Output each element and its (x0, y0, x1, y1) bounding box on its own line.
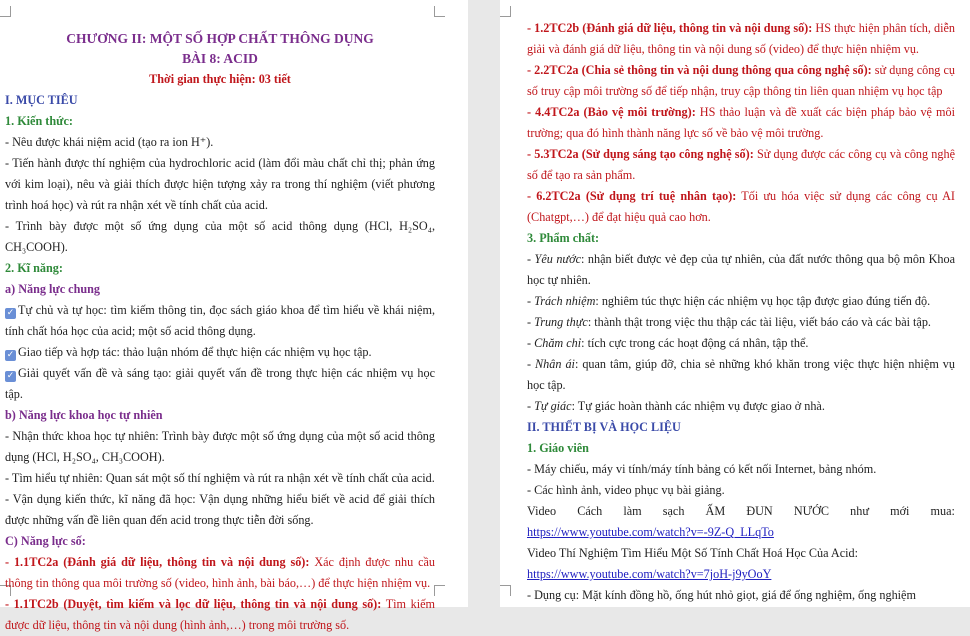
quality-text: : quan tâm, giúp đỡ, chia sẻ những khó khăn trong việc thực hiện nhiệm vụ học tập. (527, 357, 955, 392)
quality-text: : nghiêm túc thực hiện các nhiệm vụ học tập được giao đúng tiến độ. (595, 294, 931, 308)
equipment-item: - Các hình ảnh, video phục vụ bài giảng. (527, 483, 725, 497)
heading-general-competence: a) Năng lực chung (5, 282, 101, 296)
competence-code: - 6.2TC2a (Sử dụng trí tuệ nhân tạo): (527, 189, 737, 203)
competence-text: HS thực hiện phân tích, diễn giải và đánh giá dữ liệu, thông tin và nội dung số (video) để thực hiện nhiệm vụ. (527, 21, 955, 56)
heading-qualities: 3. Phẩm chất: (527, 231, 600, 245)
lesson-title: BÀI 8: ACID (182, 51, 258, 66)
right-page-content (527, 18, 955, 606)
quality-name: - Trung thực (527, 315, 588, 329)
document-page-left (0, 0, 468, 632)
science-competence-item: - Tìm hiểu tự nhiên: Quan sát một số thí nghiệm và rút ra nhận xét về tính chất của acid. (5, 471, 435, 485)
document-page-right (500, 0, 970, 607)
digital-competence-item (527, 102, 955, 144)
competence-code: - 5.3TC2a (Sử dụng sáng tạo công nghệ số): (527, 147, 754, 161)
science-competence-item: - Nhận thức khoa học tự nhiên: Trình bày được một số ứng dụng của một số acid thông dụng (HCl, H₂SO₄, CH₃COOH). (5, 429, 435, 464)
quality-name: - Tự giác (527, 399, 572, 413)
video-title-word: NƯỚC (793, 504, 830, 518)
video-link-line (527, 522, 955, 543)
digital-competence-item (527, 186, 955, 228)
quality-name: - Yêu nước (527, 252, 581, 266)
general-competence-item (5, 363, 435, 405)
equipment-item: - Máy chiếu, máy vi tính/máy tính bảng có kết nối Internet, bảng nhóm. (527, 462, 877, 476)
video-title-word: sạch (662, 504, 685, 518)
quality-item (527, 291, 955, 312)
general-competence-item (5, 342, 435, 363)
video-title-word: như (850, 504, 869, 518)
general-competence-item (5, 300, 435, 342)
quality-name: - Trách nhiệm (527, 294, 596, 308)
duration-text: Thời gian thực hiện: 03 tiết (149, 72, 291, 86)
crop-mark (0, 6, 11, 17)
quality-item (527, 312, 955, 333)
video-link-line (527, 564, 955, 585)
heading-science-competence: b) Năng lực khoa học tự nhiên (5, 408, 163, 422)
competence-text: Sử dụng được các công cụ và công nghệ số để tạo ra sản phẩm. (527, 147, 955, 182)
competence-text: HS thảo luận và đề xuất các biện pháp bảo vệ môi trường; qua đó hình thành năng lực số về bảo vệ môi trường. (527, 105, 955, 140)
knowledge-item: - Nêu được khái niệm acid (tạo ra ion H⁺). (5, 135, 214, 149)
quality-item (527, 396, 955, 417)
general-competence-text: Giao tiếp và hợp tác: thảo luận nhóm để thực hiện các nhiệm vụ học tập. (18, 345, 372, 359)
quality-item (527, 354, 955, 396)
quality-item (527, 333, 955, 354)
competence-text: Xác định được nhu cầu thông tin thông qua môi trường số (video, hình ảnh, bài báo,…) để thực hiện nhiệm vụ. (5, 555, 435, 590)
competence-code: - 1.2TC2b (Đánh giá dữ liệu, thông tin và nội dung số): (527, 21, 813, 35)
competence-code: - 1.1TC2b (Duyệt, tìm kiếm và lọc dữ liệu, thông tin và nội dung số): (5, 597, 382, 611)
crop-mark (434, 6, 445, 17)
digital-competence-item (5, 552, 435, 594)
video-title-word: Video (527, 504, 557, 518)
video-link[interactable]: https://www.youtube.com/watch?v=-9Z-Q_LLqTo (527, 525, 774, 539)
video-title-word: Cách (577, 504, 603, 518)
chapter-title: CHƯƠNG II: MỘT SỐ HỢP CHẤT THÔNG DỤNG (66, 31, 374, 46)
checkbox-icon: ✓ (6, 371, 15, 381)
equipment-item: - Dụng cụ: Mặt kính đồng hồ, ống hút nhỏ giọt, giá để ống nghiệm, ống nghiệm (527, 588, 916, 602)
heading-skills: 2. Kĩ năng: (5, 261, 63, 275)
video-title-word: ẤM (705, 504, 726, 518)
heading-digital-competence: C) Năng lực số: (5, 534, 86, 548)
knowledge-item: - Tiến hành được thí nghiệm của hydrochloric acid (làm đổi màu chất chỉ thị; phản ứng với kim loại), nêu và giải thích được hiện tượng xảy ra trong thí nghiệm (viết phương trình hoá học) và rút ra nhận xét về tính chất của acid. (5, 156, 435, 212)
quality-item (527, 249, 955, 291)
quality-text: : tích cực trong các hoạt động cá nhân, tập thể. (581, 336, 809, 350)
general-competence-text: Tự chủ và tự học: tìm kiếm thông tin, đọc sách giáo khoa để tìm hiểu về khái niệm, tính chất hóa học của acid; một số acid thông dụng. (5, 303, 435, 338)
video-title-word: mua: (930, 504, 955, 518)
competence-text: Tối ưu hóa việc sử dụng các công cụ AI (Chatgpt,…) để đạt hiệu quả cao hơn. (527, 189, 955, 224)
digital-competence-item (527, 144, 955, 186)
knowledge-item: - Trình bày được một số ứng dụng của một số acid thông dụng (HCl, H₂SO₄, CH₃COOH). (5, 219, 435, 254)
heading-teacher: 1. Giáo viên (527, 441, 589, 455)
competence-code: - 2.2TC2a (Chia sẻ thông tin và nội dung thông qua công nghệ số): (527, 63, 872, 77)
general-competence-text: Giải quyết vấn đề và sáng tạo: giải quyết vấn đề trong thực hiện các nhiệm vụ học tập. (5, 366, 435, 401)
video-title-word: ĐUN (746, 504, 773, 518)
quality-name: - Chăm chỉ (527, 336, 582, 350)
quality-name: - Nhân ái (527, 357, 575, 371)
competence-text: Tìm kiếm được dữ liệu, thông tin và nội dung (hình ảnh,…) trong môi trường số. (5, 597, 435, 632)
science-competence-item: - Vận dụng kiến thức, kĩ năng đã học: Vận dụng những hiểu biết về acid để giải thích được những vấn đề liên quan đến acid trong thực tiễn đời sống. (5, 492, 435, 527)
quality-text: : thành thật trong việc thu thập các tài liệu, viết báo cáo và các bài tập. (587, 315, 931, 329)
section-heading-equipment: II. THIẾT BỊ VÀ HỌC LIỆU (527, 420, 681, 434)
video-title: Video Thí Nghiệm Tìm Hiểu Một Số Tính Chất Hoá Học Của Acid: (527, 546, 859, 560)
section-heading-objectives: I. MỤC TIÊU (5, 93, 78, 107)
competence-code: - 4.4TC2a (Bảo vệ môi trường): (527, 105, 696, 119)
video-title-word: làm (623, 504, 642, 518)
crop-mark (434, 585, 445, 596)
video-title-word: mới (890, 504, 910, 518)
quality-text: : nhận biết được vẻ đẹp của tự nhiên, của đất nước thông qua bộ môn Khoa học tự nhiên. (527, 252, 955, 287)
heading-knowledge: 1. Kiến thức: (5, 114, 73, 128)
checkbox-icon: ✓ (6, 350, 15, 360)
digital-competence-item (5, 594, 435, 636)
video-link[interactable]: https://www.youtube.com/watch?v=7joH-j9yOoY (527, 567, 772, 581)
competence-code: - 1.1TC2a (Đánh giá dữ liệu, thông tin và nội dung số): (5, 555, 310, 569)
left-page-content (5, 28, 435, 636)
crop-mark (500, 585, 511, 596)
competence-text: sử dụng công cụ số truy cập môi trường số để tiếp nhận, truy cập thông tin liên quan nhiệm vụ học tập (527, 63, 955, 98)
digital-competence-item (527, 60, 955, 102)
crop-mark (500, 6, 511, 17)
video-title-row (527, 501, 955, 522)
checkbox-icon: ✓ (6, 308, 15, 318)
digital-competence-item (527, 18, 955, 60)
quality-text: : Tự giác hoàn thành các nhiệm vụ được giao ở nhà. (571, 399, 825, 413)
